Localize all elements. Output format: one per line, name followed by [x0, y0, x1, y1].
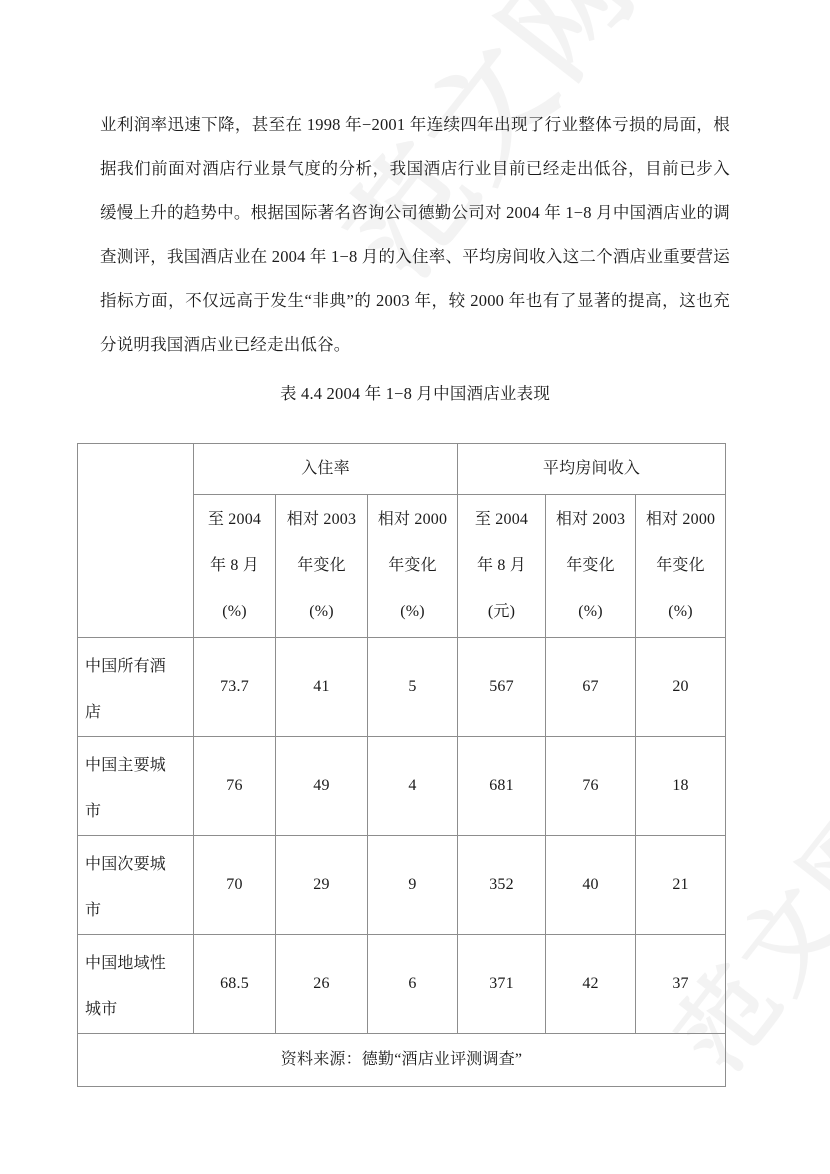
group-header-avg-room-revenue: 平均房间收入 [458, 444, 726, 495]
row-label-line-2: 市 [85, 902, 102, 919]
table-corner-header [78, 444, 194, 638]
table-caption: 表 4.4 2004 年 1−8 月中国酒店业表现 [279, 384, 551, 403]
cell-value: 49 [276, 737, 368, 836]
group-header-occupancy: 入住率 [194, 444, 458, 495]
cell-value: 42 [546, 935, 636, 1034]
row-label-line-2: 城市 [85, 1001, 118, 1018]
sub-header-line-1: 至 2004 [474, 511, 529, 528]
cell-value: 37 [636, 935, 726, 1034]
sub-header-col-2 [276, 495, 368, 638]
cell-value: 76 [546, 737, 636, 836]
table-header-group-row [78, 444, 726, 495]
cell-value: 371 [458, 935, 546, 1034]
table-source-row [78, 1034, 726, 1087]
row-label-line-1: 中国次要城 [85, 856, 167, 873]
table-row [78, 935, 726, 1034]
row-label-line-1: 中国地域性 [85, 955, 167, 972]
sub-header-col-4 [458, 495, 546, 638]
cell-value: 4 [368, 737, 458, 836]
sub-header-line-2: 年变化 [388, 557, 437, 574]
sub-header-line-1: 相对 2000 [645, 511, 716, 528]
sub-header-unit: (%) [668, 603, 693, 620]
cell-value: 68.5 [194, 935, 276, 1034]
cell-value: 6 [368, 935, 458, 1034]
table-row [78, 638, 726, 737]
sub-header-line-1: 相对 2003 [286, 511, 357, 528]
cell-value: 18 [636, 737, 726, 836]
row-label-line-1: 中国主要城 [85, 757, 167, 774]
body-text-block [100, 103, 730, 367]
row-label-regional-cities [78, 935, 194, 1034]
sub-header-col-6 [636, 495, 726, 638]
row-label-secondary-cities [78, 836, 194, 935]
cell-value: 29 [276, 836, 368, 935]
table-container [77, 443, 725, 1087]
row-label-line-2: 市 [85, 803, 102, 820]
cell-value: 9 [368, 836, 458, 935]
row-label-major-cities [78, 737, 194, 836]
sub-header-unit: (%) [309, 603, 334, 620]
row-label-line-2: 店 [85, 704, 102, 721]
sub-header-line-2: 年变化 [656, 557, 705, 574]
cell-value: 70 [194, 836, 276, 935]
sub-header-line-1: 相对 2003 [555, 511, 626, 528]
sub-header-line-1: 至 2004 [207, 511, 262, 528]
sub-header-line-2: 年变化 [566, 557, 615, 574]
sub-header-unit: (%) [578, 603, 603, 620]
cell-value: 41 [276, 638, 368, 737]
cell-value: 5 [368, 638, 458, 737]
cell-value: 352 [458, 836, 546, 935]
cell-value: 567 [458, 638, 546, 737]
sub-header-col-5 [546, 495, 636, 638]
sub-header-line-2: 年变化 [297, 557, 346, 574]
row-label-line-1: 中国所有酒 [85, 658, 167, 675]
sub-header-unit: (元) [487, 603, 516, 620]
cell-value: 681 [458, 737, 546, 836]
cell-value: 21 [636, 836, 726, 935]
table-row [78, 836, 726, 935]
row-label-all-hotels [78, 638, 194, 737]
cell-value: 76 [194, 737, 276, 836]
cell-value: 73.7 [194, 638, 276, 737]
sub-header-unit: (%) [222, 603, 247, 620]
table-source-note: 资料来源：德勤“酒店业评测调查” [78, 1034, 726, 1087]
sub-header-line-2: 年 8 月 [209, 557, 259, 574]
sub-header-line-2: 年 8 月 [477, 557, 527, 574]
cell-value: 67 [546, 638, 636, 737]
cell-value: 26 [276, 935, 368, 1034]
hotel-performance-table [77, 443, 726, 1087]
paragraph-hotel-industry: 业利润率迅速下降，甚至在 1998 年−2001 年连续四年出现了行业整体亏损的局面，根据我们前面对酒店行业景气度的分析，我国酒店行业目前已经走出低谷，目前已步入缓慢上升的趋势中。根据国际著名咨询公司德勤公司对 2004 年 1−8 月中国酒店业的调查测评，我国酒店业在 2004 年 1−8 月的入住率、平均房间收入这二个酒店业重要营运指标方面，不仅远高于发生“非典”的 2003 年，较 2000 年也有了显著的提高，这也充分说明我国酒店业已经走出低谷。 [100, 115, 730, 354]
table-row [78, 737, 726, 836]
sub-header-col-3 [368, 495, 458, 638]
sub-header-unit: (%) [400, 603, 425, 620]
cell-value: 20 [636, 638, 726, 737]
cell-value: 40 [546, 836, 636, 935]
sub-header-line-1: 相对 2000 [377, 511, 448, 528]
sub-header-col-1 [194, 495, 276, 638]
